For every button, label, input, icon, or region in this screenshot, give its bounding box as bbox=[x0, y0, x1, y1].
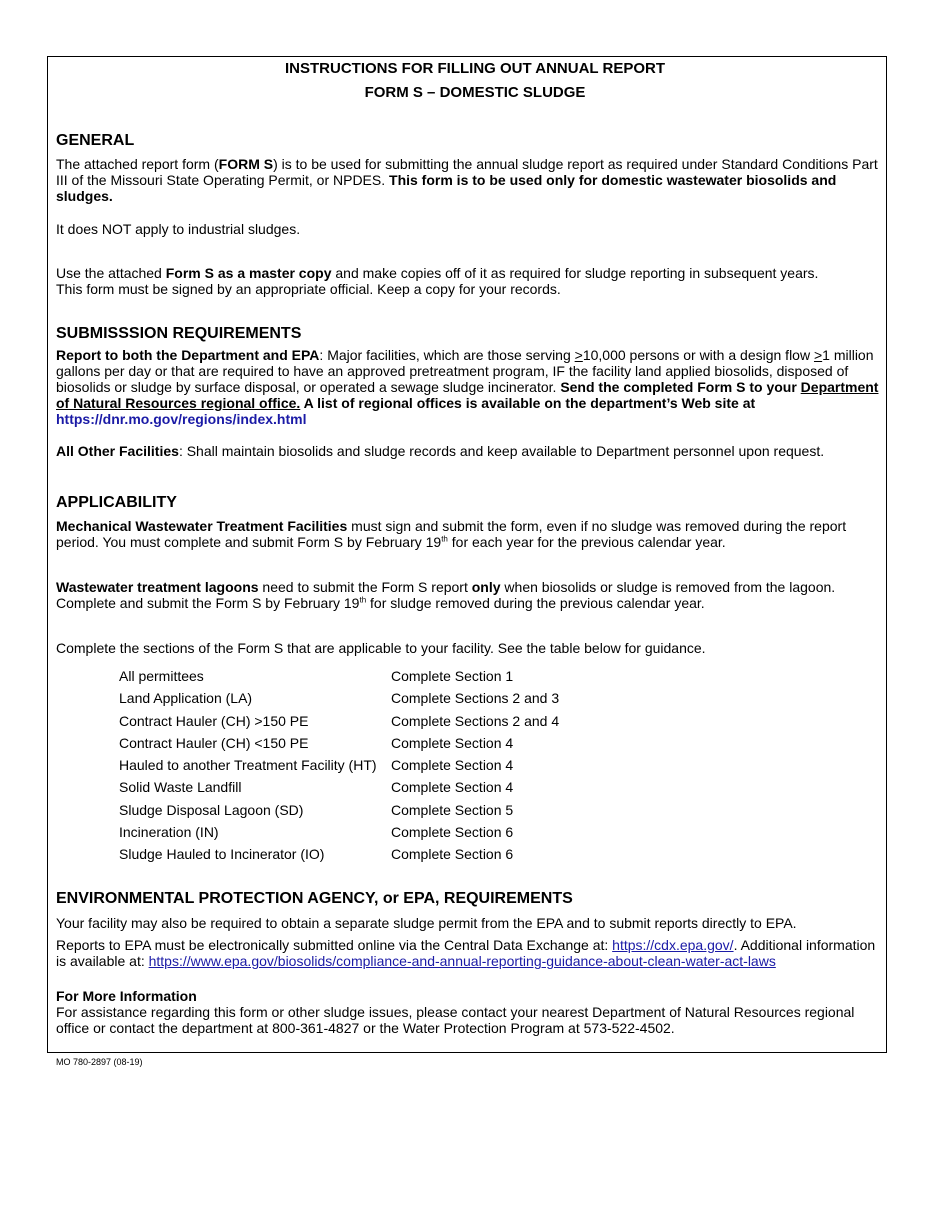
applicability-paragraph-3: Complete the sections of the Form S that are applicable to your facility. See the table below for guidance. bbox=[56, 640, 706, 656]
document-title: INSTRUCTIONS FOR FILLING OUT ANNUAL REPORT bbox=[285, 60, 665, 77]
epa-paragraph-1: Your facility may also be required to obtain a separate sludge permit from the EPA and to submit reports directly to EPA. bbox=[56, 915, 797, 931]
epa-heading: ENVIRONMENTAL PROTECTION AGENCY, or EPA, REQUIREMENTS bbox=[56, 890, 573, 907]
text: 10,000 persons or with a design flow bbox=[582, 347, 814, 363]
text: : Major facilities, which are those serving bbox=[319, 347, 575, 363]
text: ) is to be used for submitting the annual sludge report as required under Standard Conditions Part III of the Missouri State Operating Permit, or NPDES. bbox=[56, 156, 878, 188]
facility-type: Hauled to another Treatment Facility (HT) bbox=[119, 757, 377, 774]
section-required: Complete Section 4 bbox=[391, 779, 514, 796]
text: must sign and submit the form, even if no sludge was removed during the report period. You must complete and submit Form S by February 19 bbox=[56, 518, 847, 550]
table-row bbox=[119, 802, 559, 824]
form-number: MO 780-2897 (08-19) bbox=[56, 1057, 143, 1067]
guidance-table bbox=[119, 668, 559, 869]
text: Reports to EPA must be electronically submitted online via the Central Data Exchange at: bbox=[56, 937, 613, 953]
more-info-text: For assistance regarding this form or other sludge issues, please contact your nearest Department of Natural Resources regional office or contact the department at 800-361-4827 or the Water Protection Program at 573-522-4502. bbox=[56, 1004, 855, 1036]
table-row bbox=[119, 779, 559, 801]
gte-symbol: > bbox=[574, 347, 583, 363]
section-required: Complete Section 6 bbox=[391, 824, 514, 841]
text: 1 million gallons per day or that are required to have an approved pretreatment program, IF the facility land applied biosolids, disposed of biosolids or sludge by surface disposal, or operated a sewage sludge incinerator. bbox=[56, 347, 874, 395]
form-s-bold: FORM S bbox=[218, 156, 274, 172]
epa-guidance-link[interactable]: https://www.epa.gov/biosolids/compliance-and-annual-reporting-guidance-about-clean-water-act-laws bbox=[148, 953, 776, 969]
mechanical-bold: Mechanical Wastewater Treatment Facilities bbox=[56, 518, 348, 534]
master-copy-bold: Form S as a master copy bbox=[165, 265, 332, 281]
facility-type: Land Application (LA) bbox=[119, 690, 253, 707]
gte-symbol: > bbox=[813, 347, 823, 363]
submission-paragraph-1 bbox=[56, 347, 880, 427]
facility-type: Sludge Hauled to Incinerator (IO) bbox=[119, 846, 325, 863]
text: This form must be signed by an appropriate official. Keep a copy for your records. bbox=[56, 281, 561, 297]
only-bold: only bbox=[471, 579, 501, 595]
general-paragraph-2: It does NOT apply to industrial sludges. bbox=[56, 221, 301, 237]
facility-type: Contract Hauler (CH) <150 PE bbox=[119, 734, 309, 751]
superscript: th bbox=[441, 534, 448, 544]
lagoons-bold: Wastewater treatment lagoons bbox=[56, 579, 259, 595]
facility-type: Incineration (IN) bbox=[119, 824, 219, 841]
section-required: Complete Section 4 bbox=[391, 757, 514, 774]
regional-list-bold: A list of regional offices is available on the department’s Web site at bbox=[300, 395, 756, 411]
cdx-link[interactable]: https://cdx.epa.gov/ bbox=[612, 937, 734, 953]
facility-type: Solid Waste Landfill bbox=[119, 779, 242, 796]
table-row bbox=[119, 713, 559, 735]
text: need to submit the Form S report bbox=[258, 579, 472, 595]
submission-paragraph-2 bbox=[56, 443, 880, 459]
section-required: Complete Sections 2 and 4 bbox=[391, 712, 560, 729]
other-facilities-bold: All Other Facilities bbox=[56, 443, 179, 459]
text: : Shall maintain biosolids and sludge records and keep available to Department personnel upon request. bbox=[178, 443, 825, 459]
section-required: Complete Section 6 bbox=[391, 846, 514, 863]
document-subtitle: FORM S – DOMESTIC SLUDGE bbox=[364, 84, 586, 101]
text: and make copies off of it as required for sludge reporting in subsequent years. bbox=[331, 265, 819, 281]
section-required: Complete Section 4 bbox=[391, 734, 514, 751]
dnr-regions-link[interactable]: https://dnr.mo.gov/regions/index.html bbox=[56, 411, 307, 427]
general-paragraph-3 bbox=[56, 265, 880, 297]
table-row bbox=[119, 668, 559, 690]
submission-heading: SUBMISSSION REQUIREMENTS bbox=[56, 325, 302, 342]
table-row bbox=[119, 824, 559, 846]
regional-office-bold: Department of Natural Resources regional office. bbox=[56, 379, 879, 411]
section-required: Complete Sections 2 and 3 bbox=[391, 690, 560, 707]
facility-type: Contract Hauler (CH) >150 PE bbox=[119, 712, 309, 729]
table-row bbox=[119, 757, 559, 779]
facility-type: All permittees bbox=[119, 668, 204, 684]
superscript: th bbox=[359, 595, 367, 605]
text: for each year for the previous calendar year. bbox=[447, 534, 726, 550]
text: . Additional information is available at: bbox=[56, 937, 876, 969]
table-row bbox=[119, 735, 559, 757]
more-info-heading: For More Information bbox=[56, 988, 197, 1004]
domestic-only-note: This form is to be used only for domestic wastewater biosolids and sludges. bbox=[56, 172, 837, 204]
table-row bbox=[119, 846, 559, 868]
table-row bbox=[119, 690, 559, 712]
applicability-paragraph-2 bbox=[56, 579, 880, 611]
general-paragraph-1 bbox=[56, 156, 880, 204]
section-required: Complete Section 5 bbox=[391, 801, 514, 818]
general-heading: GENERAL bbox=[56, 132, 135, 149]
text: when biosolids or sludge is removed from the lagoon. Complete and submit the Form S by February 19 bbox=[56, 579, 836, 611]
epa-paragraph-2 bbox=[56, 937, 880, 969]
section-required: Complete Section 1 bbox=[391, 668, 514, 684]
report-both-bold: Report to both the Department and EPA bbox=[56, 347, 320, 363]
text: The attached report form ( bbox=[56, 156, 219, 172]
text: Use the attached bbox=[56, 265, 166, 281]
send-bold: Send the completed Form S to your bbox=[560, 379, 801, 395]
applicability-heading: APPLICABILITY bbox=[56, 494, 177, 511]
applicability-paragraph-1 bbox=[56, 518, 880, 550]
more-info-block bbox=[56, 988, 880, 1036]
text: for sludge removed during the previous calendar year. bbox=[366, 595, 705, 611]
facility-type: Sludge Disposal Lagoon (SD) bbox=[119, 801, 304, 818]
